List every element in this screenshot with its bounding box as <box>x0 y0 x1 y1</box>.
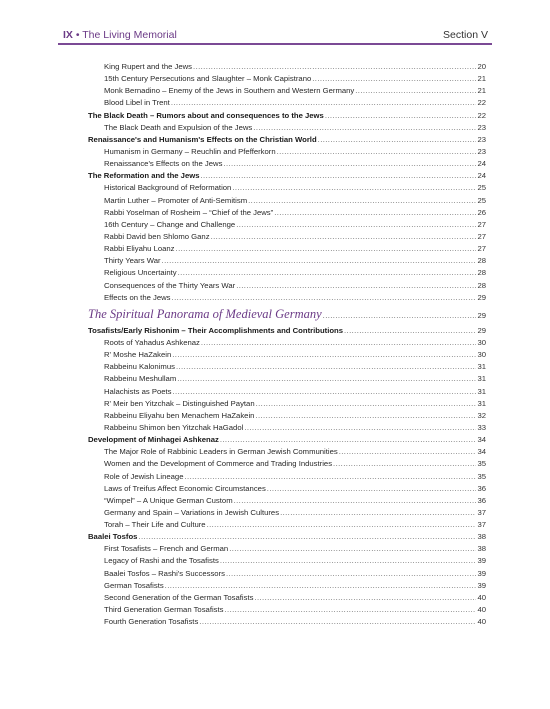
toc-entry-title: Rabbeinu Meshullam <box>104 374 177 384</box>
toc-entry-title: Humanism in Germany – Reuchlin and Pfefferkorn <box>104 146 276 156</box>
dot-leader <box>229 543 476 555</box>
toc-entry-page: 20 <box>477 62 486 71</box>
toc-entry-page: 28 <box>477 280 486 290</box>
toc-entry <box>88 434 486 446</box>
toc-entry-title: Torah – Their Life and Culture <box>104 520 206 530</box>
toc-entry-title: Historical Background of Reformation <box>104 183 232 193</box>
toc-entry-page: 35 <box>477 459 486 469</box>
toc-entry-page: 37 <box>477 520 486 530</box>
toc-entry-title: First Tosafists – French and German <box>104 544 229 554</box>
toc-entry-title: Renaissance's and Humanism's Effects on the Christian World <box>88 134 317 144</box>
toc-entry-title: Rabbeinu Shimon ben Yitzchak HaGadol <box>104 422 244 432</box>
toc-entry-page: 29 <box>477 292 486 302</box>
dot-leader <box>277 146 477 158</box>
toc-entry-page: 39 <box>477 556 486 566</box>
toc-entry-page: 30 <box>477 337 486 347</box>
toc-entry-title: The Major Role of Rabbinic Leaders in German Jewish Communities <box>104 447 338 457</box>
toc-entry-title: Rabbi Eliyahu Loanz <box>104 244 175 254</box>
toc-entry <box>88 325 486 337</box>
dot-leader <box>172 292 477 304</box>
toc-entry-title: Laws of Treifus Affect Economic Circumstances <box>104 483 266 493</box>
toc-entry-title: Second Generation of the German Tosafists <box>104 592 254 602</box>
toc-entry-title: R' Moshe HaZakein <box>104 350 172 360</box>
toc-entry-title: Fourth Generation Tosafists <box>104 617 199 627</box>
toc-entry-page: 37 <box>477 507 486 517</box>
dot-leader <box>220 434 477 446</box>
toc-entry <box>88 398 486 410</box>
toc-entry-page: 39 <box>477 568 486 578</box>
toc-entry-title: Religious Uncertainty <box>104 268 177 278</box>
toc-entry-page: 34 <box>477 447 486 457</box>
toc-entry-page: 31 <box>477 374 486 384</box>
toc-entry-page: 23 <box>477 134 486 144</box>
toc-entry-title: Role of Jewish Lineage <box>104 471 184 481</box>
toc-entry-page: 29 <box>477 310 486 320</box>
toc-entry-title: Consequences of the Thirty Years War <box>104 280 236 290</box>
chapter-number: IX <box>63 29 73 41</box>
dot-leader <box>177 373 476 385</box>
dot-leader <box>236 280 476 292</box>
dot-leader <box>193 61 476 73</box>
toc-entry-page: 25 <box>477 195 486 205</box>
dot-leader <box>323 307 477 324</box>
toc-entry <box>88 604 486 616</box>
toc-entry-title: Roots of Yahadus Ashkenaz <box>104 337 200 347</box>
header-rule <box>58 43 492 45</box>
toc-entry-title: Baalei Tosfos <box>88 532 138 542</box>
toc-entry <box>88 507 486 519</box>
toc-entry-title: The Black Death and Expulsion of the Jews <box>104 122 253 132</box>
toc-entry <box>88 73 486 85</box>
toc-entry-page: 22 <box>477 110 486 120</box>
toc-entry <box>88 592 486 604</box>
toc-entry <box>88 97 486 109</box>
header-bullet: • <box>75 29 80 41</box>
dot-leader <box>199 616 476 628</box>
toc-entry <box>88 195 486 207</box>
toc-entry-title: Blood Libel in Trent <box>104 98 170 108</box>
toc-entry-page: 24 <box>477 171 486 181</box>
dot-leader <box>225 604 477 616</box>
toc-entry-page: 22 <box>477 98 486 108</box>
toc-entry-page: 29 <box>477 325 486 335</box>
toc-entry <box>88 349 486 361</box>
toc-entry-title: Germany and Spain – Variations in Jewish Cultures <box>104 507 280 517</box>
toc-entry <box>88 146 486 158</box>
dot-leader <box>178 267 477 279</box>
toc-entry <box>88 255 486 267</box>
toc-entry-page: 34 <box>477 435 486 445</box>
toc-entry <box>88 555 486 567</box>
toc-entry <box>88 219 486 231</box>
toc-entry-title: Thirty Years War <box>104 256 161 266</box>
dot-leader <box>176 243 477 255</box>
toc-entry-page: 39 <box>477 580 486 590</box>
toc-entry-title: “Wimpel” – A Unique German Custom <box>104 495 233 505</box>
toc-entry-title: The Reformation and the Jews <box>88 171 200 181</box>
toc-entry-title: German Tosafists <box>104 580 164 590</box>
toc-entry-title: Effects on the Jews <box>104 292 171 302</box>
toc-entry-title: Tosafists/Early Rishonim – Their Accomplishments and Contributions <box>88 325 344 335</box>
chapter-heading <box>63 29 177 41</box>
toc-entry <box>88 471 486 483</box>
toc-entry-title: Third Generation German Tosafists <box>104 605 224 615</box>
toc-entry <box>88 337 486 349</box>
dot-leader <box>232 182 476 194</box>
toc-entry <box>88 231 486 243</box>
toc-entry-page: 40 <box>477 617 486 627</box>
dot-leader <box>236 219 476 231</box>
chapter-title: The Living Memorial <box>82 29 177 41</box>
toc-entry <box>88 483 486 495</box>
toc-entry-title: Rabbeinu Kalonimus <box>104 362 175 372</box>
dot-leader <box>253 122 476 134</box>
toc-entry <box>88 616 486 628</box>
toc-entry <box>88 531 486 543</box>
toc-entry <box>88 61 486 73</box>
toc-entry-page: 30 <box>477 350 486 360</box>
dot-leader <box>220 555 477 567</box>
dot-leader <box>280 507 476 519</box>
dot-leader <box>176 361 476 373</box>
toc-entry <box>88 373 486 385</box>
dot-leader <box>256 398 477 410</box>
dot-leader <box>248 195 476 207</box>
toc-entry <box>88 292 486 304</box>
toc-entry-page: 31 <box>477 362 486 372</box>
dot-leader <box>312 73 476 85</box>
dot-leader <box>333 458 476 470</box>
dot-leader <box>185 471 477 483</box>
table-of-contents <box>88 61 486 628</box>
toc-entry-title: 16th Century – Change and Challenge <box>104 219 236 229</box>
toc-entry-page: 27 <box>477 244 486 254</box>
toc-entry <box>88 519 486 531</box>
toc-entry-page: 21 <box>477 74 486 84</box>
toc-entry <box>88 85 486 97</box>
toc-entry-page: 36 <box>477 483 486 493</box>
toc-entry-title: Rabbi Yoselman of Rosheim – “Chief of the Jews” <box>104 207 274 217</box>
toc-entry <box>88 182 486 194</box>
toc-entry-page: 24 <box>477 159 486 169</box>
toc-entry <box>88 207 486 219</box>
toc-entry-title: Women and the Development of Commerce and Trading Industries <box>104 459 333 469</box>
toc-entry-title: The Black Death – Rumors about and consequences to the Jews <box>88 110 324 120</box>
toc-entry <box>88 361 486 373</box>
running-header <box>0 0 550 44</box>
toc-entry <box>88 134 486 146</box>
toc-entry-page: 28 <box>477 268 486 278</box>
toc-entry-title: Rabbi David ben Shlomo Ganz <box>104 231 210 241</box>
dot-leader <box>201 170 477 182</box>
dot-leader <box>274 207 476 219</box>
dot-leader <box>355 85 476 97</box>
toc-entry-title: Baalei Tosfos – Rashi's Successors <box>104 568 225 578</box>
toc-entry-page: 23 <box>477 122 486 132</box>
toc-entry <box>88 158 486 170</box>
toc-entry <box>88 170 486 182</box>
toc-entry <box>88 543 486 555</box>
toc-entry <box>88 110 486 122</box>
toc-entry <box>88 568 486 580</box>
toc-entry-page: 25 <box>477 183 486 193</box>
toc-entry-title: R' Meir ben Yitzchak – Distinguished Paytan <box>104 398 255 408</box>
dot-leader <box>211 231 477 243</box>
toc-entry <box>88 410 486 422</box>
toc-entry <box>88 580 486 592</box>
toc-entry <box>88 422 486 434</box>
toc-entry-page: 40 <box>477 592 486 602</box>
dot-leader <box>255 410 476 422</box>
toc-entry <box>88 458 486 470</box>
toc-entry-page: 32 <box>477 410 486 420</box>
dot-leader <box>172 349 476 361</box>
dot-leader <box>207 519 477 531</box>
toc-entry <box>88 386 486 398</box>
toc-entry-title: Legacy of Rashi and the Tosafists <box>104 556 219 566</box>
toc-entry-title: The Spiritual Panorama of Medieval Germany <box>88 306 322 321</box>
dot-leader <box>223 158 476 170</box>
dot-leader <box>165 580 477 592</box>
toc-entry <box>88 280 486 292</box>
dot-leader <box>171 97 477 109</box>
toc-entry-page: 33 <box>477 422 486 432</box>
dot-leader <box>339 446 477 458</box>
toc-entry-title: Rabbeinu Eliyahu ben Menachem HaZakein <box>104 410 255 420</box>
toc-entry <box>88 267 486 279</box>
toc-entry-title: King Rupert and the Jews <box>104 62 193 71</box>
toc-entry-title: Development of Minhagei Ashkenaz <box>88 435 219 445</box>
dot-leader <box>325 110 477 122</box>
dot-leader <box>234 495 477 507</box>
dot-leader <box>344 325 476 337</box>
toc-entry-page: 21 <box>477 86 486 96</box>
dot-leader <box>254 592 476 604</box>
toc-entry-page: 27 <box>477 219 486 229</box>
toc-entry-page: 35 <box>477 471 486 481</box>
toc-entry-title: Monk Bernadino – Enemy of the Jews in Southern and Western Germany <box>104 86 355 96</box>
toc-entry-page: 31 <box>477 398 486 408</box>
toc-entry-page: 31 <box>477 386 486 396</box>
toc-entry <box>88 495 486 507</box>
dot-leader <box>318 134 477 146</box>
dot-leader <box>267 483 477 495</box>
toc-entry-title: Martin Luther – Promoter of Anti-Semitism <box>104 195 248 205</box>
toc-entry-page: 27 <box>477 231 486 241</box>
toc-entry <box>88 446 486 458</box>
dot-leader <box>162 255 477 267</box>
toc-entry-page: 40 <box>477 605 486 615</box>
dot-leader <box>226 568 476 580</box>
dot-leader <box>173 386 477 398</box>
toc-entry-title: 15th Century Persecutions and Slaughter – Monk Capistrano <box>104 74 312 84</box>
toc-entry-page: 28 <box>477 256 486 266</box>
toc-entry-page: 38 <box>477 544 486 554</box>
toc-entry <box>88 306 486 323</box>
dot-leader <box>138 531 476 543</box>
toc-entry-page: 23 <box>477 146 486 156</box>
toc-entry-title: Halachists as Poets <box>104 386 172 396</box>
toc-entry-page: 36 <box>477 495 486 505</box>
toc-entry <box>88 122 486 134</box>
dot-leader <box>201 337 477 349</box>
toc-entry <box>88 243 486 255</box>
toc-entry-page: 38 <box>477 532 486 542</box>
section-label: Section V <box>443 29 488 41</box>
dot-leader <box>244 422 476 434</box>
toc-entry-title: Renaissance's Effects on the Jews <box>104 159 223 169</box>
toc-entry-page: 26 <box>477 207 486 217</box>
